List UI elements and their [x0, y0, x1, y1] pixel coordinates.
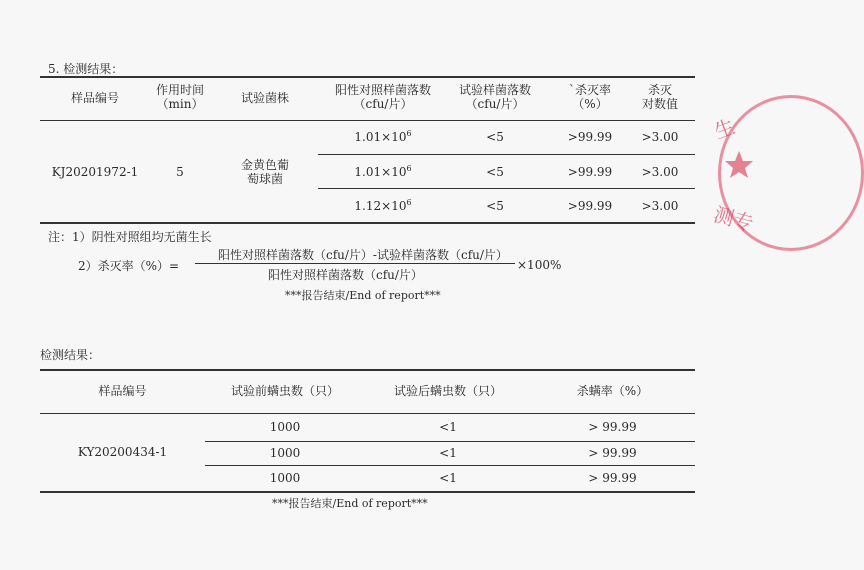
header-mites-before: 试验前螨虫数（只）	[230, 384, 339, 398]
header-log-value: 杀灭 对数值	[641, 83, 678, 111]
seal-text-top: 生	[711, 114, 739, 144]
formula-fraction-line	[195, 263, 515, 264]
header-positive-count: 阳性对照样菌落数 （cfu/片）	[334, 83, 431, 111]
kill-rate-cell: >99.99	[567, 130, 613, 144]
header-sample-no: 样品编号	[70, 91, 119, 105]
header-time: 作用时间 （min）	[155, 83, 204, 111]
test-count-cell: <5	[486, 199, 504, 213]
test-count-cell: <5	[486, 130, 504, 144]
log-value-cell: >3.00	[641, 199, 679, 213]
mites-after-cell: <1	[439, 471, 457, 485]
kill-rate-cell: >99.99	[567, 165, 613, 179]
end-of-report-1: ***报告结束/End of report***	[285, 289, 441, 302]
section1-heading: 5. 检测结果：	[48, 62, 124, 76]
sample-no-cell: KY20200434-1	[77, 445, 168, 459]
log-value-cell: >3.00	[641, 130, 679, 144]
note-negative-control: 注：1）阴性对照组均无菌生长	[48, 230, 212, 244]
header-test-count: 试验样菌落数 （cfu/片）	[458, 83, 531, 111]
test-count-cell: <5	[486, 165, 504, 179]
mites-after-cell: <1	[439, 446, 457, 460]
kill-rate-cell: >99.99	[567, 199, 613, 213]
positive-count-cell: $1.01\times 10^6$	[354, 164, 412, 179]
positive-count-cell: $1.12\times 10^6$	[354, 198, 412, 213]
log-value-cell: >3.00	[641, 165, 679, 179]
header-mites-after: 试验后螨虫数（只）	[393, 384, 502, 398]
note-kill-rate-label: 2）杀灭率（%）=	[78, 259, 180, 273]
positive-count-cell: $1.01\times 10^6$	[354, 129, 412, 144]
star-icon	[724, 150, 754, 180]
section2-heading: 检测结果：	[40, 348, 101, 362]
header-kill-rate: `杀灭率 （%）	[568, 83, 611, 111]
formula-multiplier: ×100%	[517, 258, 562, 272]
header-strain: 试验菌株	[240, 91, 289, 105]
end-of-report-2: ***报告结束/End of report***	[272, 497, 428, 510]
sample-no-cell: KJ20201972-1	[51, 165, 139, 179]
formula-numerator: 阳性对照样菌落数（cfu/片）-试验样菌落数（cfu/片）	[218, 248, 508, 262]
mite-kill-rate-cell: > 99.99	[588, 420, 637, 434]
mite-kill-rate-cell: > 99.99	[588, 446, 637, 460]
mites-after-cell: <1	[439, 420, 457, 434]
mite-kill-rate-cell: > 99.99	[588, 471, 637, 485]
header-mite-kill-rate: 杀螨率（%）	[576, 384, 649, 398]
header-sample-no: 样品编号	[98, 384, 147, 398]
official-seal	[710, 95, 800, 255]
seal-text-bottom: 测专	[711, 202, 757, 236]
mites-before-cell: 1000	[269, 446, 301, 460]
formula-denominator: 阳性对照样菌落数（cfu/片）	[268, 268, 423, 282]
strain-cell: 金黄色葡 萄球菌	[240, 158, 289, 186]
mites-before-cell: 1000	[269, 471, 301, 485]
mites-before-cell: 1000	[269, 420, 301, 434]
time-cell: 5	[176, 165, 184, 179]
